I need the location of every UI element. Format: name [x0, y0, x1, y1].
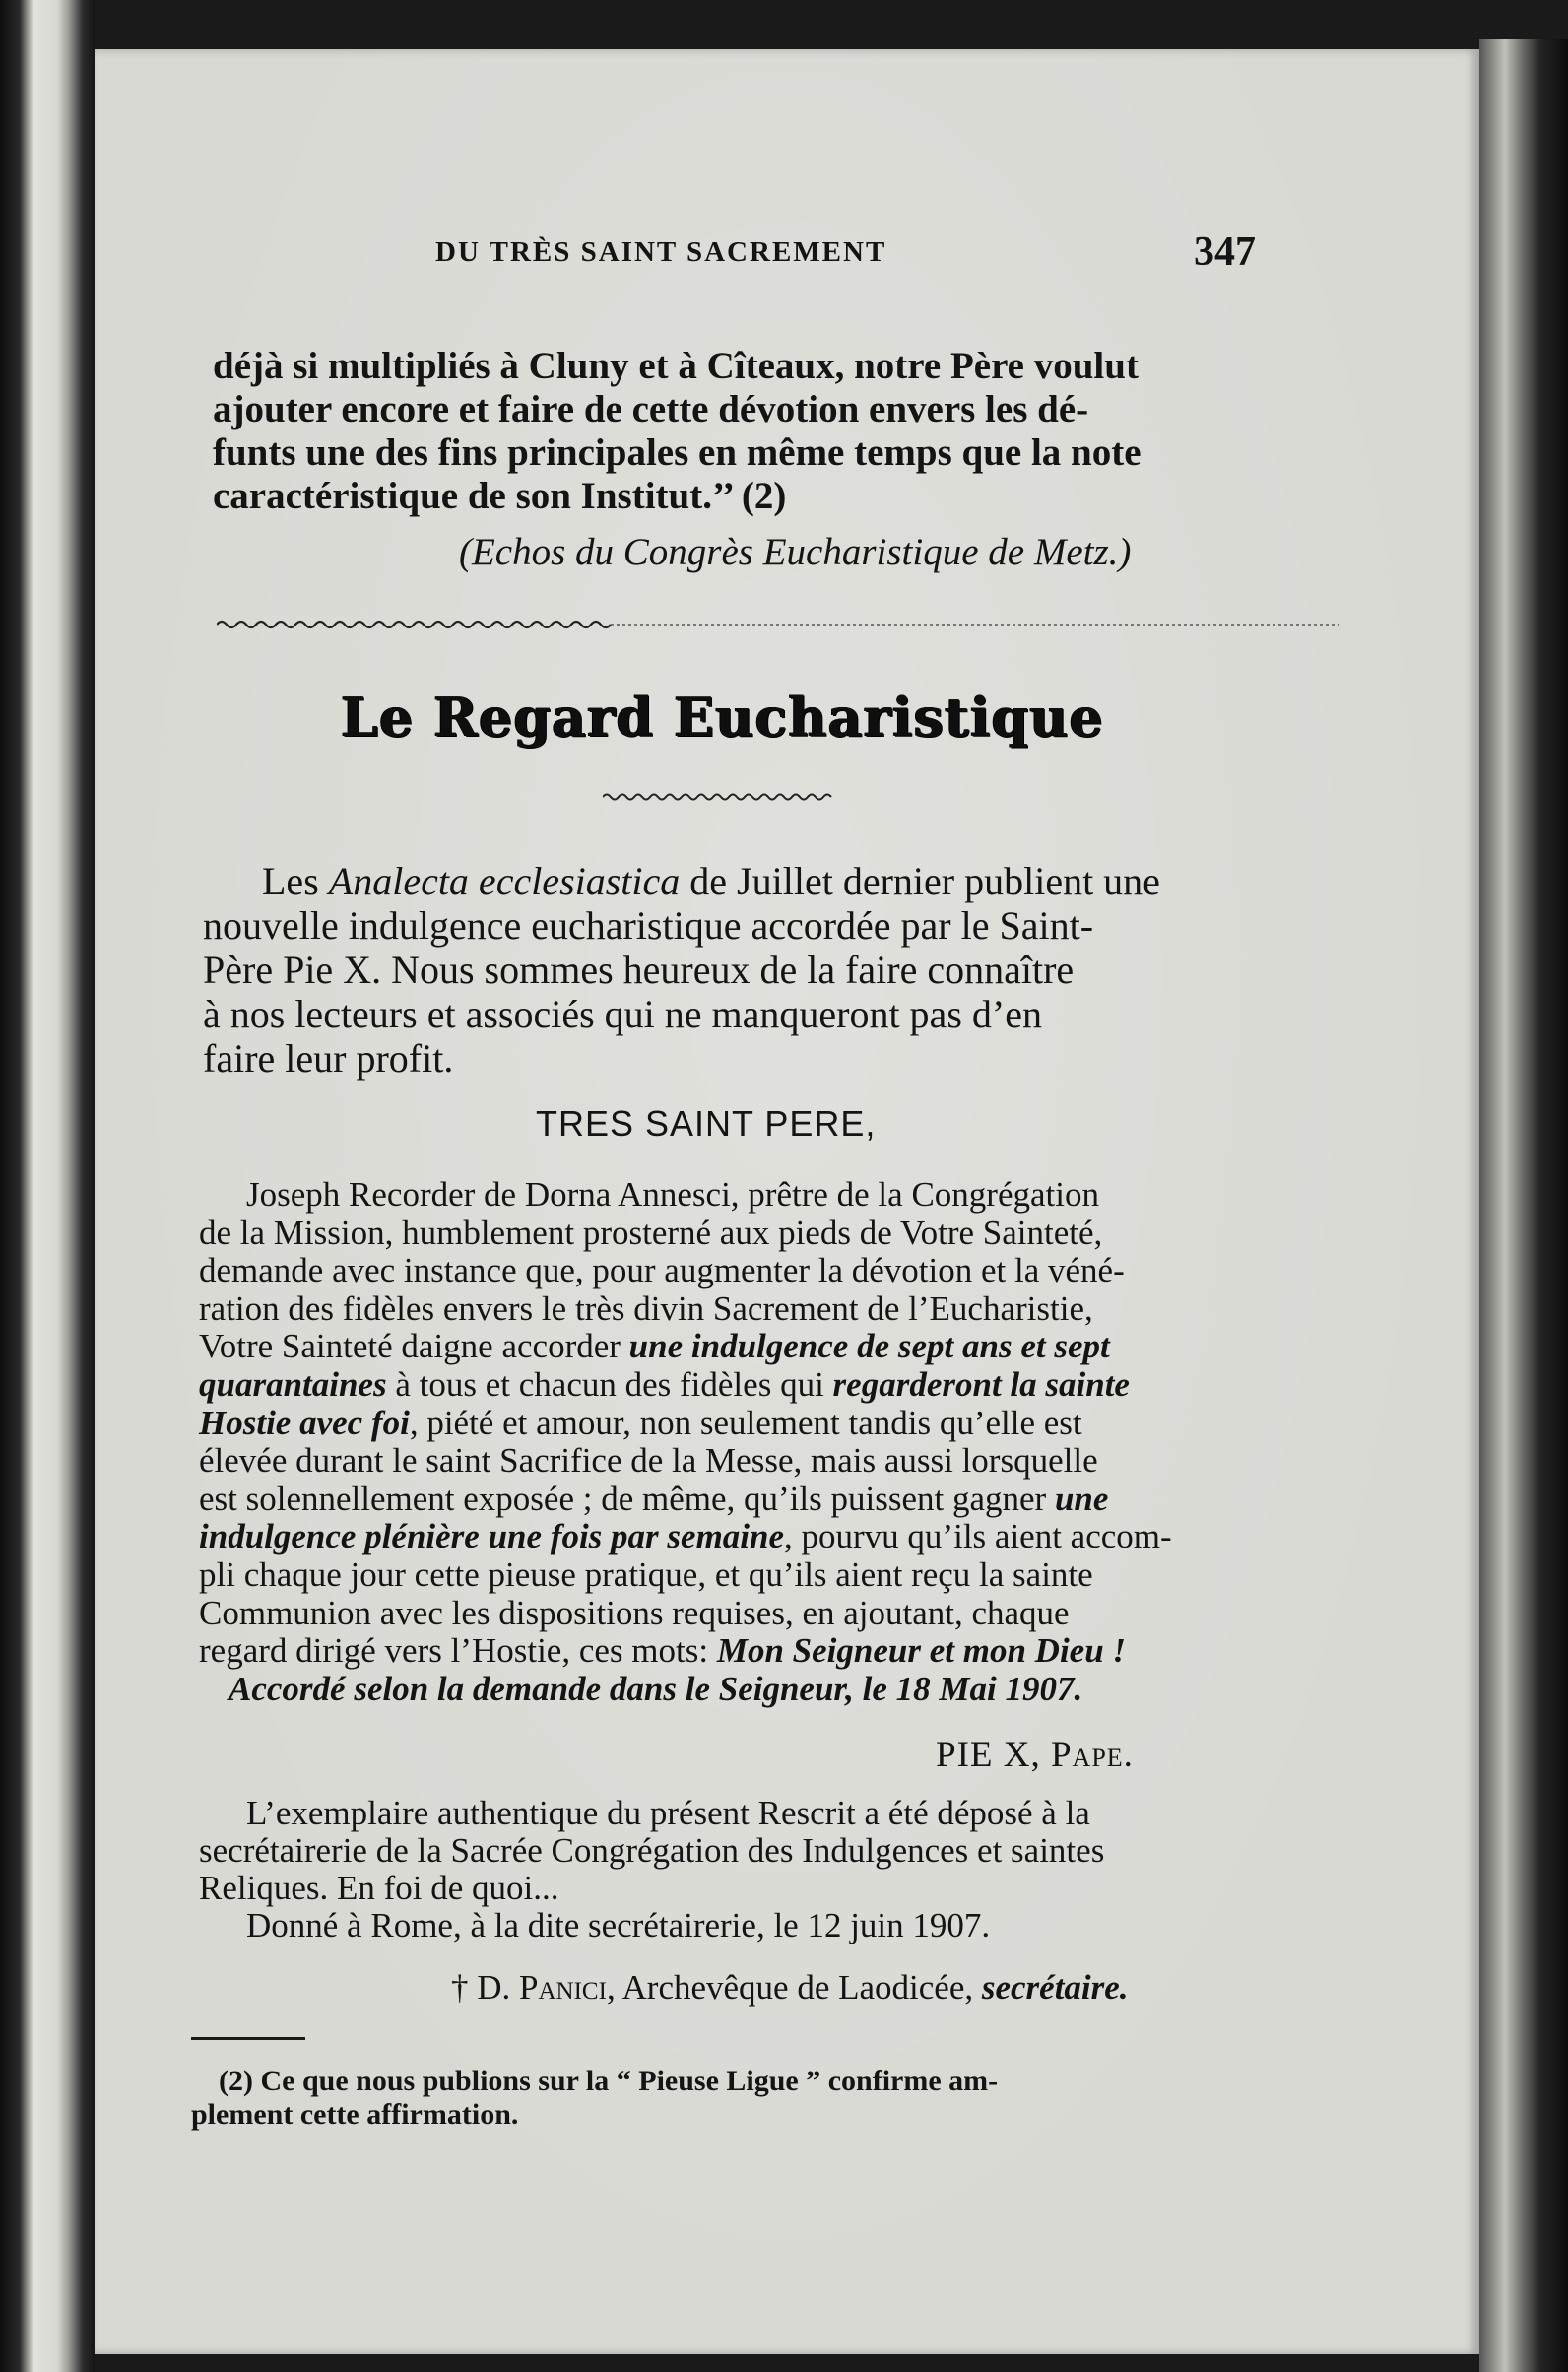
continuation-paragraph	[213, 345, 1347, 518]
text-line: Accordé selon la demande dans le Seigneur, le 18 Mai 1907.	[229, 1669, 1083, 1708]
source-citation: (Echos du Congrès Eucharistique de Metz.)	[459, 531, 1132, 573]
intro-paragraph	[203, 859, 1347, 1081]
salutation: TRES SAINT PERE,	[536, 1103, 877, 1144]
text-line: Donné à Rome, à la dite secrétairerie, le 12 juin 1907.	[246, 1906, 991, 1944]
book-spine-edge	[1479, 39, 1568, 2372]
text-line: Père Pie X. Nous sommes heureux de la faire connaître	[203, 948, 1075, 992]
text-line: (2) Ce que nous publions sur la “ Pieuse Ligue ” confirme am-	[219, 2065, 999, 2097]
footnote-rule	[191, 2037, 305, 2040]
text-line: est solennellement exposée ; de même, qu’ils puissent gagner une	[199, 1479, 1109, 1518]
text-line: ration des fidèles envers le très divin Sacrement de l’Eucharistie,	[199, 1288, 1093, 1328]
text-line: caractéristique de son Institut.’’ (2)	[213, 475, 787, 517]
running-title: DU TRÈS SAINT SACREMENT	[435, 236, 887, 268]
text-line: de la Mission, humblement prosterné aux pieds de Votre Sainteté,	[199, 1213, 1103, 1252]
text-line: ajouter encore et faire de cette dévotion envers les dé-	[213, 388, 1089, 430]
text-line: secrétairerie de la Sacrée Congrégation des Indulgences et saintes	[199, 1831, 1105, 1870]
text-line: regard dirigé vers l’Hostie, ces mots: Mon Seigneur et mon Dieu !	[199, 1631, 1127, 1671]
footnote	[191, 2065, 1351, 2132]
text-line: funts une des fins principales en même temps que la note	[213, 431, 1142, 474]
text-line: nouvelle indulgence eucharistique accordée par le Saint-	[203, 903, 1094, 948]
text-line: déjà si multipliés à Cluny et à Cîteaux, notre Père voulut	[213, 345, 1139, 387]
text-line: élevée durant le saint Sacrifice de la Messe, mais aussi lorsquelle	[199, 1441, 1098, 1481]
text-line: à nos lecteurs et associés qui ne manqueront pas d’en	[203, 992, 1042, 1036]
text-line: plement cette affirmation.	[191, 2098, 519, 2131]
text-line: indulgence plénière une fois par semaine, pourvu qu’ils aient accom-	[199, 1517, 1172, 1556]
pope-signature: PIE X, Pape.	[936, 1735, 1134, 1775]
text-line: quarantaines à tous et chacun des fidèles qui regarderont la sainte	[199, 1364, 1130, 1404]
text-line: Reliques. En foi de quoi...	[199, 1869, 559, 1907]
text-line: Hostie avec foi, piété et amour, non seulement tandis qu’elle est	[199, 1403, 1082, 1442]
page-number: 347	[1194, 230, 1256, 275]
book-page	[95, 49, 1479, 2354]
article-title: Le Regard Eucharistique	[341, 686, 1104, 749]
text-line: Les Analecta ecclesiastica de Juillet dernier publient une	[262, 859, 1160, 903]
text-line: Joseph Recorder de Dorna Annesci, prêtre de la Congrégation	[246, 1175, 1099, 1214]
text-line: Communion avec les dispositions requises, en ajoutant, chaque	[199, 1593, 1070, 1632]
text-line: faire leur profit.	[203, 1036, 454, 1081]
wavy-separator	[217, 617, 1339, 632]
secretary-signature: † D. Panici, Archevêque de Laodicée, secrétaire.	[451, 1968, 1129, 2007]
petition-text	[199, 1176, 1349, 1708]
left-page-edge	[0, 0, 95, 2372]
text-line: pli chaque jour cette pieuse pratique, et qu’ils aient reçu la sainte	[199, 1554, 1093, 1594]
text-line: L’exemplaire authentique du présent Rescrit a été déposé à la	[246, 1794, 1090, 1832]
text-line: Votre Sainteté daigne accorder une indulgence de sept ans et sept	[199, 1327, 1110, 1366]
text-line: demande avec instance que, pour augmenter la dévotion et la véné-	[199, 1251, 1125, 1290]
title-underline-ornament	[603, 790, 835, 804]
rescript-text	[199, 1795, 1349, 1944]
